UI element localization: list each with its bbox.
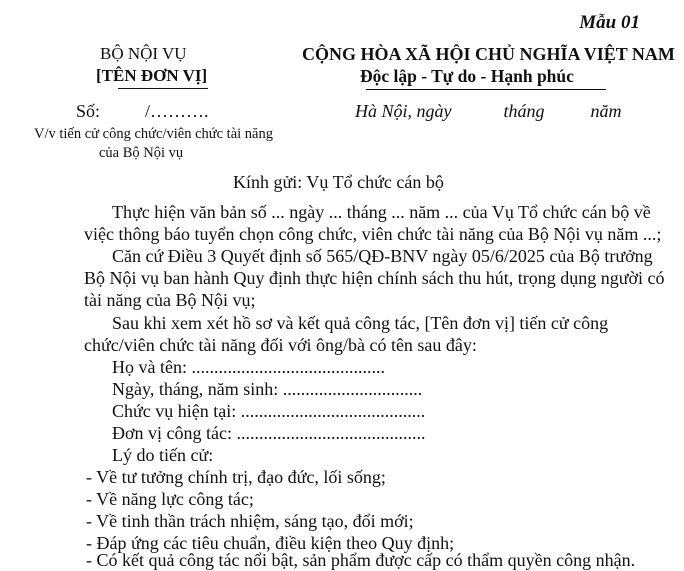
form-code: Mẫu 01 [579, 12, 640, 33]
motto: Độc lập - Tự do - Hạnh phúc [360, 66, 574, 86]
motto-underline [366, 89, 606, 90]
organization-name: BỘ NỘI VỤ [100, 44, 187, 63]
field-reason-heading: Lý do tiến cử: [112, 445, 214, 465]
reason-item: - Đáp ứng các tiêu chuẩn, điều kiện theo Quy định; [86, 533, 455, 553]
subject-line-1: V/v tiến cử công chức/viên chức tài năng [34, 126, 273, 142]
greeting: Kính gửi: Vụ Tổ chức cán bộ [233, 172, 444, 192]
paragraph-2-line-2: Bộ Nội vụ ban hành Quy định thực hiện chính sách thu hút, trọng dụng người có [84, 268, 665, 288]
field-full-name: Họ và tên: ........................................... [112, 357, 385, 377]
place-year: năm [590, 101, 622, 121]
reason-item: - Có kết quả công tác nổi bật, sản phẩm được cấp có thẩm quyền công nhận. [86, 550, 636, 570]
place-month: tháng [503, 101, 545, 121]
field-current-position: Chức vụ hiện tại: ......................................... [112, 401, 426, 421]
paragraph-1-line-2: việc thông báo tuyển chọn công chức, viên chức tài năng của Bộ Nội vụ năm ...; [84, 224, 662, 244]
paragraph-1-line-1: Thực hiện văn bản số ... ngày ... tháng ... năm ... của Vụ Tổ chức cán bộ về [112, 202, 651, 222]
document-number: Số: /………. [76, 101, 209, 121]
unit-underline [118, 88, 208, 89]
field-work-unit: Đơn vị công tác: .......................................... [112, 423, 426, 443]
reason-item: - Về tinh thần trách nhiệm, sáng tạo, đổi mới; [86, 511, 414, 531]
paragraph-2-line-3: tài năng của Bộ Nội vụ; [84, 290, 256, 310]
paragraph-3-line-1: Sau khi xem xét hồ sơ và kết quả công tác, [Tên đơn vị] tiến cử công [112, 313, 609, 333]
place-day: Hà Nội, ngày [355, 101, 452, 121]
nation-title: CỘNG HÒA XÃ HỘI CHỦ NGHĨA VIỆT NAM [302, 44, 675, 64]
subject-line-2: của Bộ Nội vụ [99, 145, 184, 161]
reason-item: - Về tư tưởng chính trị, đạo đức, lối sống; [86, 467, 386, 487]
paragraph-2-line-1: Căn cứ Điều 3 Quyết định số 565/QĐ-BNV ngày 05/6/2025 của Bộ trưởng [112, 246, 653, 266]
paragraph-3-line-2: chức/viên chức tài năng đối với ông/bà có tên sau đây: [84, 335, 477, 355]
reason-item: - Về năng lực công tác; [86, 489, 254, 509]
field-date-of-birth: Ngày, tháng, năm sinh: ............................... [112, 379, 423, 399]
unit-name: [TÊN ĐƠN VỊ] [96, 66, 208, 85]
place-date [355, 101, 622, 122]
